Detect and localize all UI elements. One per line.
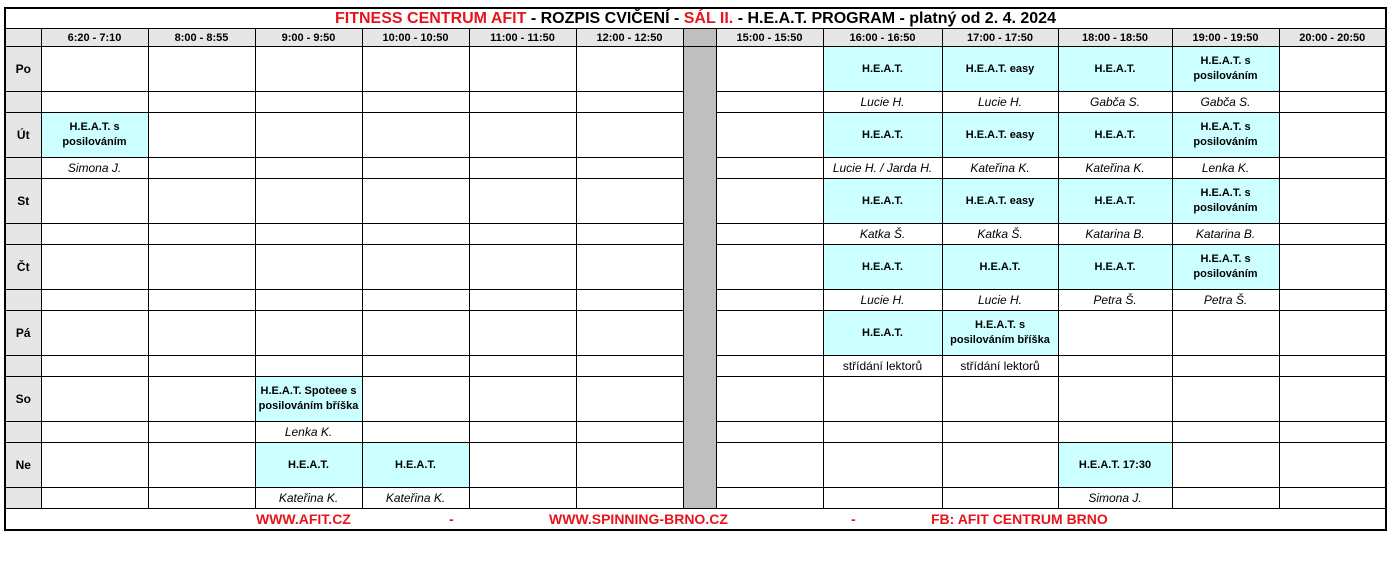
time-slot-header: 11:00 - 11:50 (469, 29, 576, 47)
class-cell: H.E.A.T. (823, 113, 942, 158)
empty-cell (823, 422, 942, 443)
time-header-row (5, 29, 1386, 47)
empty-cell (362, 224, 469, 245)
day-label: So (5, 377, 41, 422)
class-cell: H.E.A.T. (1058, 179, 1172, 224)
empty-cell (148, 488, 255, 509)
empty-cell (942, 422, 1058, 443)
class-cell: H.E.A.T. (823, 245, 942, 290)
empty-cell (716, 224, 823, 245)
empty-cell (1279, 245, 1386, 290)
lecturer-cell: Simona J. (41, 158, 148, 179)
lecturer-cell: Lucie H. (942, 92, 1058, 113)
lecturer-cell: Gabča S. (1172, 92, 1279, 113)
empty-cell (255, 311, 362, 356)
empty-cell (41, 422, 148, 443)
empty-cell (716, 290, 823, 311)
class-cell: H.E.A.T. s posilováním (1172, 47, 1279, 92)
empty-cell (576, 488, 683, 509)
empty-cell (362, 377, 469, 422)
empty-cell (716, 356, 823, 377)
lecturer-cell: Lucie H. / Jarda H. (823, 158, 942, 179)
class-cell: H.E.A.T. (823, 311, 942, 356)
empty-cell (469, 47, 576, 92)
empty-cell (1058, 311, 1172, 356)
day-label: Po (5, 47, 41, 92)
empty-cell (1279, 311, 1386, 356)
empty-cell (41, 224, 148, 245)
empty-cell (469, 311, 576, 356)
empty-cell (1279, 422, 1386, 443)
empty-cell (716, 443, 823, 488)
empty-cell (41, 443, 148, 488)
lecturer-cell: Kateřina K. (255, 488, 362, 509)
break-column-header (683, 29, 716, 47)
empty-cell (576, 245, 683, 290)
empty-cell (1279, 179, 1386, 224)
empty-cell (148, 422, 255, 443)
empty-cell (1279, 224, 1386, 245)
empty-cell (255, 113, 362, 158)
empty-cell (576, 290, 683, 311)
empty-cell (41, 92, 148, 113)
time-slot-header: 16:00 - 16:50 (823, 29, 942, 47)
empty-cell (576, 377, 683, 422)
empty-cell (469, 422, 576, 443)
empty-cell (255, 179, 362, 224)
empty-cell (576, 311, 683, 356)
time-slot-header: 9:00 - 9:50 (255, 29, 362, 47)
empty-cell (1172, 311, 1279, 356)
class-cell: H.E.A.T. (823, 179, 942, 224)
time-slot-header: 8:00 - 8:55 (148, 29, 255, 47)
empty-cell (362, 290, 469, 311)
class-cell: H.E.A.T. s posilováním (1172, 179, 1279, 224)
empty-cell (716, 422, 823, 443)
empty-cell (41, 290, 148, 311)
class-cell: H.E.A.T. (255, 443, 362, 488)
empty-cell (469, 224, 576, 245)
footer-separator: - (449, 511, 454, 527)
time-slot-header: 19:00 - 19:50 (1172, 29, 1279, 47)
header-corner (5, 29, 41, 47)
empty-cell (362, 179, 469, 224)
empty-cell (469, 158, 576, 179)
empty-cell (1279, 377, 1386, 422)
empty-cell (576, 113, 683, 158)
day-label: Čt (5, 245, 41, 290)
title-schedule: - ROZPIS CVIČENÍ - (526, 9, 684, 27)
empty-cell (576, 158, 683, 179)
empty-cell (1279, 356, 1386, 377)
empty-cell (716, 158, 823, 179)
time-slot-header: 6:20 - 7:10 (41, 29, 148, 47)
empty-cell (148, 245, 255, 290)
empty-cell (255, 245, 362, 290)
empty-cell (469, 245, 576, 290)
empty-cell (716, 488, 823, 509)
empty-cell (41, 47, 148, 92)
empty-cell (576, 47, 683, 92)
day-label-spacer (5, 488, 41, 509)
empty-cell (148, 158, 255, 179)
empty-cell (362, 311, 469, 356)
empty-cell (148, 113, 255, 158)
empty-cell (148, 443, 255, 488)
empty-cell (41, 377, 148, 422)
empty-cell (255, 158, 362, 179)
lecturer-cell: Petra Š. (1058, 290, 1172, 311)
empty-cell (1172, 443, 1279, 488)
empty-cell (942, 443, 1058, 488)
lecturer-cell: Katka Š. (942, 224, 1058, 245)
empty-cell (41, 488, 148, 509)
lecturer-cell: střídání lektorů (942, 356, 1058, 377)
day-label-spacer (5, 158, 41, 179)
empty-cell (716, 377, 823, 422)
empty-cell (716, 245, 823, 290)
class-cell: H.E.A.T. (942, 245, 1058, 290)
day-label-spacer (5, 422, 41, 443)
class-cell: H.E.A.T. s posilováním (1172, 113, 1279, 158)
empty-cell (148, 356, 255, 377)
empty-cell (1279, 488, 1386, 509)
class-cell: H.E.A.T. (1058, 245, 1172, 290)
empty-cell (41, 245, 148, 290)
day-label: St (5, 179, 41, 224)
title-gym-name: FITNESS CENTRUM AFIT (335, 9, 527, 27)
time-slot-header: 20:00 - 20:50 (1279, 29, 1386, 47)
empty-cell (41, 311, 148, 356)
day-label-spacer (5, 224, 41, 245)
empty-cell (576, 356, 683, 377)
empty-cell (362, 422, 469, 443)
empty-cell (1058, 377, 1172, 422)
empty-cell (148, 311, 255, 356)
empty-cell (469, 179, 576, 224)
empty-cell (823, 488, 942, 509)
time-slot-header: 12:00 - 12:50 (576, 29, 683, 47)
lecturer-cell: Lucie H. (823, 290, 942, 311)
empty-cell (255, 47, 362, 92)
empty-cell (148, 47, 255, 92)
empty-cell (1172, 422, 1279, 443)
empty-cell (469, 443, 576, 488)
empty-cell (148, 290, 255, 311)
lecturer-cell: Kateřina K. (942, 158, 1058, 179)
empty-cell (716, 92, 823, 113)
website-link-spinning[interactable]: WWW.SPINNING-BRNO.CZ (549, 511, 728, 527)
lecturer-cell: Petra Š. (1172, 290, 1279, 311)
time-slot-header: 17:00 - 17:50 (942, 29, 1058, 47)
empty-cell (576, 443, 683, 488)
time-slot-header: 18:00 - 18:50 (1058, 29, 1172, 47)
class-cell: H.E.A.T. Spoteee s posilováním bříška (255, 377, 362, 422)
empty-cell (1172, 356, 1279, 377)
empty-cell (1172, 377, 1279, 422)
empty-cell (148, 92, 255, 113)
empty-cell (576, 179, 683, 224)
day-label-spacer (5, 356, 41, 377)
title-program: - H.E.A.T. PROGRAM - platný od 2. 4. 2024 (733, 9, 1056, 27)
empty-cell (362, 245, 469, 290)
class-cell: H.E.A.T. (823, 47, 942, 92)
lecturer-cell: Katarina B. (1058, 224, 1172, 245)
day-class-row (5, 47, 1386, 92)
empty-cell (41, 179, 148, 224)
empty-cell (716, 47, 823, 92)
day-label-spacer (5, 290, 41, 311)
lecturer-cell: Lenka K. (1172, 158, 1279, 179)
empty-cell (576, 422, 683, 443)
empty-cell (469, 377, 576, 422)
lecturer-cell: Katka Š. (823, 224, 942, 245)
time-slot-header: 15:00 - 15:50 (716, 29, 823, 47)
empty-cell (1279, 443, 1386, 488)
empty-cell (255, 290, 362, 311)
empty-cell (716, 311, 823, 356)
empty-cell (362, 158, 469, 179)
day-label: Út (5, 113, 41, 158)
lecturer-cell: Simona J. (1058, 488, 1172, 509)
empty-cell (41, 356, 148, 377)
footer-separator: - (851, 511, 856, 527)
empty-cell (469, 92, 576, 113)
class-cell: H.E.A.T. easy (942, 113, 1058, 158)
empty-cell (1279, 113, 1386, 158)
empty-cell (362, 113, 469, 158)
empty-cell (716, 113, 823, 158)
empty-cell (823, 377, 942, 422)
empty-cell (469, 356, 576, 377)
empty-cell (1058, 422, 1172, 443)
empty-cell (362, 47, 469, 92)
class-cell: H.E.A.T. easy (942, 179, 1058, 224)
empty-cell (362, 356, 469, 377)
empty-cell (148, 377, 255, 422)
empty-cell (1279, 92, 1386, 113)
empty-cell (148, 179, 255, 224)
class-cell: H.E.A.T. (362, 443, 469, 488)
page-title (5, 8, 1386, 29)
day-label: Ne (5, 443, 41, 488)
class-cell: H.E.A.T. 17:30 (1058, 443, 1172, 488)
class-cell: H.E.A.T. s posilováním (41, 113, 148, 158)
facebook-link[interactable]: FB: AFIT CENTRUM BRNO (931, 511, 1108, 527)
empty-cell (576, 92, 683, 113)
empty-cell (1279, 290, 1386, 311)
class-cell: H.E.A.T. s posilováním (1172, 245, 1279, 290)
title-hall: SÁL II. (683, 9, 734, 27)
lecturer-cell: Kateřina K. (362, 488, 469, 509)
empty-cell (942, 377, 1058, 422)
class-cell: H.E.A.T. (1058, 113, 1172, 158)
empty-cell (469, 290, 576, 311)
lecturer-cell: Gabča S. (1058, 92, 1172, 113)
empty-cell (1279, 158, 1386, 179)
empty-cell (1279, 47, 1386, 92)
empty-cell (1172, 488, 1279, 509)
class-cell: H.E.A.T. easy (942, 47, 1058, 92)
schedule-table (4, 7, 1387, 531)
lecturer-cell: Lucie H. (823, 92, 942, 113)
time-slot-header: 10:00 - 10:50 (362, 29, 469, 47)
empty-cell (823, 443, 942, 488)
empty-cell (255, 92, 362, 113)
lecturer-cell: Lucie H. (942, 290, 1058, 311)
break-column (683, 47, 716, 509)
footer (5, 509, 1386, 531)
empty-cell (362, 92, 469, 113)
empty-cell (942, 488, 1058, 509)
day-label: Pá (5, 311, 41, 356)
lecturer-cell: střídání lektorů (823, 356, 942, 377)
empty-cell (255, 356, 362, 377)
website-link-afit[interactable]: WWW.AFIT.CZ (256, 511, 351, 527)
lecturer-cell: Katarina B. (1172, 224, 1279, 245)
empty-cell (1058, 356, 1172, 377)
empty-cell (716, 179, 823, 224)
day-label-spacer (5, 92, 41, 113)
empty-cell (469, 488, 576, 509)
class-cell: H.E.A.T. (1058, 47, 1172, 92)
class-cell: H.E.A.T. s posilováním bříška (942, 311, 1058, 356)
lecturer-cell: Lenka K. (255, 422, 362, 443)
lecturer-cell: Kateřina K. (1058, 158, 1172, 179)
empty-cell (255, 224, 362, 245)
empty-cell (469, 113, 576, 158)
empty-cell (576, 224, 683, 245)
empty-cell (148, 224, 255, 245)
